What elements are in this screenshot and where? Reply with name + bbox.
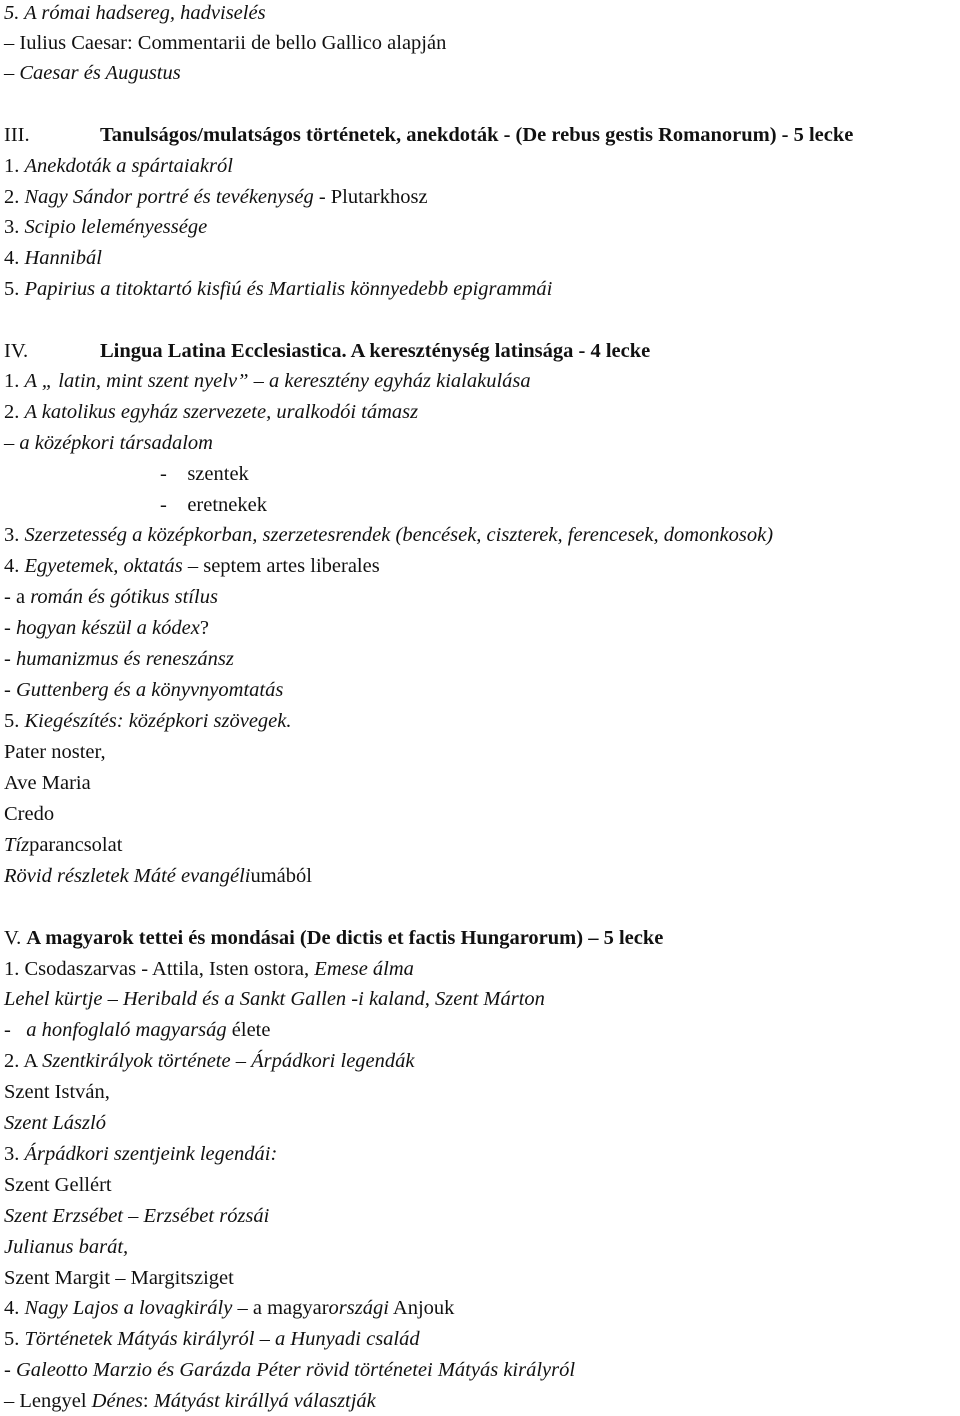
item-number: 1. bbox=[4, 155, 20, 177]
text-part: Rövid részletek Máté evangéli bbox=[4, 865, 251, 887]
dash: - bbox=[4, 617, 16, 639]
text-line: Szent Gellért bbox=[4, 1174, 112, 1196]
item-text: A „ latin, mint szent nyelv” – a keresztény egyház kialakulása bbox=[24, 370, 531, 392]
item-number: 1. bbox=[4, 370, 20, 392]
text-line: Julianus barát, bbox=[4, 1236, 129, 1258]
item-number: 2. bbox=[4, 401, 20, 423]
item-number: 4. bbox=[4, 247, 20, 269]
list-item bbox=[4, 397, 418, 427]
text-line bbox=[4, 28, 446, 58]
list-item bbox=[4, 212, 207, 242]
item-number: 1. bbox=[4, 958, 20, 980]
text-part: – Lengyel bbox=[4, 1390, 92, 1412]
text-line: Szent Erzsébet – Erzsébet rózsái bbox=[4, 1205, 270, 1227]
list-item bbox=[4, 954, 414, 984]
list-item bbox=[4, 1324, 420, 1354]
item-text: Szentkirályok története – Árpádkori legendák bbox=[42, 1050, 415, 1072]
item-text: Papirius a titoktartó kisfiú és Martialis könnyedebb epigrammái bbox=[24, 278, 553, 300]
text-part: Tíz bbox=[4, 834, 30, 856]
text-line bbox=[4, 830, 122, 860]
dash-text: hogyan készül a kódex bbox=[15, 617, 200, 639]
item-text: Egyetemek, oktatás bbox=[24, 555, 183, 577]
text-line: Szent László bbox=[4, 1112, 106, 1134]
dash-item bbox=[4, 582, 218, 612]
dash-item bbox=[4, 1015, 270, 1045]
list-item bbox=[4, 274, 552, 304]
item-number: 4. bbox=[4, 1297, 20, 1319]
text-line: Credo bbox=[4, 803, 55, 825]
item-number: 5. bbox=[4, 1328, 20, 1350]
text-part: : bbox=[142, 1390, 154, 1412]
chapter-number: IV. bbox=[4, 340, 29, 362]
item-text: Emese álma bbox=[314, 958, 414, 980]
chapter-number: V. bbox=[4, 927, 22, 949]
text-part: umából bbox=[250, 865, 312, 887]
chapter-heading bbox=[4, 120, 853, 150]
item-text: A bbox=[19, 1050, 43, 1072]
item-text-rest: – septem artes liberales bbox=[182, 555, 380, 577]
question-mark: ? bbox=[199, 617, 209, 639]
dash-item bbox=[4, 644, 234, 674]
list-item bbox=[4, 551, 380, 581]
text-line: Pater noster, bbox=[4, 741, 106, 763]
item-number: 3. bbox=[4, 524, 20, 546]
item-text: Kiegészítés: középkori szövegek. bbox=[24, 710, 292, 732]
item-number: 4. bbox=[4, 555, 20, 577]
text-line bbox=[4, 1386, 376, 1416]
text-part: parancsolat bbox=[29, 834, 123, 856]
chapter-title: Tanulságos/mulatságos történetek, anekdoták - (De rebus gestis Romanorum) - 5 lecke bbox=[100, 124, 854, 146]
text-line: Lehel kürtje – Heribald és a Sankt Gallen -i kaland, Szent Márton bbox=[4, 988, 545, 1010]
item-text: Csodaszarvas - Attila, Isten ostora, bbox=[24, 958, 315, 980]
list-item bbox=[4, 366, 531, 396]
text-part: Mátyást királlyá választják bbox=[153, 1390, 376, 1412]
chapter-heading bbox=[4, 336, 650, 366]
item-number: 3. bbox=[4, 1143, 20, 1165]
item-text: Történetek Mátyás királyról – a Hunyadi család bbox=[24, 1328, 420, 1350]
item-text: Anjouk bbox=[388, 1297, 455, 1319]
section-title: 5. A római hadsereg, hadviselés bbox=[4, 2, 266, 24]
text-line: Szent Margit – Margitsziget bbox=[4, 1267, 234, 1289]
dash-text: Guttenberg és a könyvnyomtatás bbox=[15, 679, 284, 701]
item-number: 2. bbox=[4, 186, 20, 208]
item-number: 5. bbox=[4, 710, 20, 732]
sub-line: – a középkori társadalom bbox=[4, 432, 213, 454]
item-text: Árpádkori szentjeink legendái: bbox=[24, 1143, 278, 1165]
text-line: - Galeotto Marzio és Garázda Péter rövid történetei Mátyás királyról bbox=[4, 1359, 576, 1381]
dash-text: - a honfoglaló magyarság bbox=[4, 1019, 232, 1041]
dash-text: román és gótikus stílus bbox=[30, 586, 218, 608]
item-number: 3. bbox=[4, 216, 20, 238]
item-number: 2. bbox=[4, 1050, 20, 1072]
bullet-item: - szentek bbox=[160, 463, 249, 485]
item-text: A katolikus egyház szervezete, uralkodói támasz bbox=[24, 401, 419, 423]
text-line bbox=[4, 861, 312, 891]
text-line: Szent István, bbox=[4, 1081, 110, 1103]
item-text-author: - Plutarkhosz bbox=[313, 186, 428, 208]
item-text: országi bbox=[328, 1297, 389, 1319]
dash-item bbox=[4, 675, 283, 705]
list-item bbox=[4, 1046, 415, 1076]
item-text: Scipio leleményessége bbox=[24, 216, 208, 238]
item-text: Szerzetesség a középkorban, szerzetesrendek (bencések, ciszterek, ferencesek, domonkosok) bbox=[24, 524, 774, 546]
chapter-title: A magyarok tettei és mondásai (De dictis et factis Hungarorum) – 5 lecke bbox=[26, 927, 664, 949]
item-text: Nagy Lajos a lovagkirály bbox=[24, 1297, 233, 1319]
item-text: – a magyar bbox=[232, 1297, 329, 1319]
dash: - bbox=[4, 648, 16, 670]
list-item bbox=[4, 520, 773, 550]
item-text: Nagy Sándor portré és tevékenység bbox=[24, 186, 314, 208]
list-item bbox=[4, 151, 233, 181]
chapter-heading bbox=[4, 923, 663, 953]
text-line: – Caesar és Augustus bbox=[4, 62, 181, 84]
dash: - bbox=[4, 679, 16, 701]
chapter-title: Lingua Latina Ecclesiastica. A kereszténység latinsága - 4 lecke bbox=[100, 340, 651, 362]
text-line: Ave Maria bbox=[4, 772, 91, 794]
list-item bbox=[4, 1293, 454, 1323]
dash: - a bbox=[4, 586, 31, 608]
list-item bbox=[4, 1139, 277, 1169]
dash-item bbox=[4, 613, 209, 643]
chapter-number: III. bbox=[4, 124, 30, 146]
dash-text: humanizmus és reneszánsz bbox=[15, 648, 234, 670]
list-item bbox=[4, 243, 102, 273]
text-part: Dénes bbox=[91, 1390, 143, 1412]
list-item bbox=[4, 706, 292, 736]
dash-text: élete bbox=[231, 1019, 271, 1041]
item-text: Hannibál bbox=[24, 247, 102, 269]
item-number: 5. bbox=[4, 278, 20, 300]
item-text: Anekdoták a spártaiakról bbox=[24, 155, 233, 177]
text: – Iulius Caesar: Commentarii de bello Gallico alapján bbox=[4, 32, 447, 54]
list-item bbox=[4, 182, 428, 212]
bullet-item: - eretnekek bbox=[160, 494, 267, 516]
